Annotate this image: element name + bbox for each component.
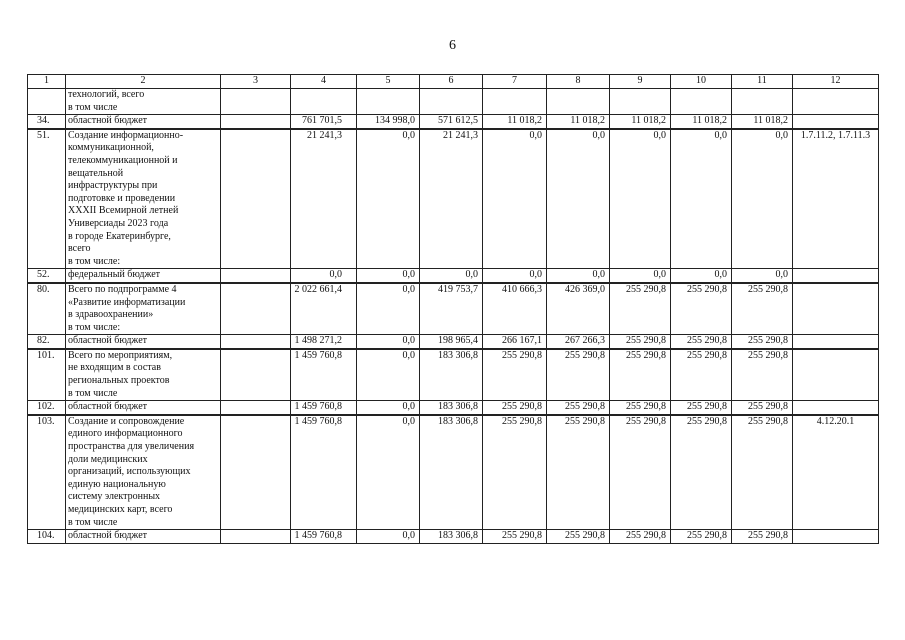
table-cell-col-12 [793, 89, 879, 115]
table-cell-col-2: областной бюджет [66, 530, 221, 544]
table-cell-col-5: 0,0 [357, 335, 420, 349]
table-cell-col-11: 11 018,2 [732, 115, 793, 129]
table-cell-col-9: 0,0 [610, 269, 671, 283]
table-cell-col-8: 0,0 [547, 269, 610, 283]
table-cell-col-4 [291, 89, 357, 115]
table-cell-col-5: 0,0 [357, 349, 420, 401]
table-cell-col-6: 198 965,4 [420, 335, 483, 349]
table-cell-col-3 [221, 89, 291, 115]
table-cell-col-11: 255 290,8 [732, 415, 793, 530]
table-cell-col-7: 255 290,8 [483, 530, 547, 544]
table-cell-col-5: 0,0 [357, 401, 420, 415]
table-cell-col-2: технологий, всего в том числе [66, 89, 221, 115]
table-cell-col-1: 102. [28, 401, 66, 415]
table-cell-col-8: 267 266,3 [547, 335, 610, 349]
table-cell-col-4: 2 022 661,4 [291, 283, 357, 335]
table-cell-col-6: 183 306,8 [420, 349, 483, 401]
table-cell-col-6: 183 306,8 [420, 415, 483, 530]
table-cell-col-11 [732, 89, 793, 115]
table-cell-col-2: областной бюджет [66, 335, 221, 349]
table-row [28, 89, 879, 115]
table-cell-col-1: 104. [28, 530, 66, 544]
table-cell-col-12 [793, 401, 879, 415]
table-cell-col-5 [357, 89, 420, 115]
table-cell-col-5: 0,0 [357, 530, 420, 544]
table-row [28, 415, 879, 530]
table-cell-col-2: областной бюджет [66, 115, 221, 129]
table-cell-col-10: 11 018,2 [671, 115, 732, 129]
table-cell-col-9: 255 290,8 [610, 530, 671, 544]
table-cell-col-12 [793, 283, 879, 335]
table-cell-col-7 [483, 89, 547, 115]
table-cell-col-7: 266 167,1 [483, 335, 547, 349]
table-cell-col-1: 52. [28, 269, 66, 283]
column-header: 8 [547, 75, 610, 89]
table-row [28, 530, 879, 544]
table-cell-col-6: 21 241,3 [420, 129, 483, 269]
table-row [28, 115, 879, 129]
table-cell-col-2: областной бюджет [66, 401, 221, 415]
table-cell-col-12: 1.7.11.2, 1.7.11.3 [793, 129, 879, 269]
table-cell-col-8: 426 369,0 [547, 283, 610, 335]
table-cell-col-7: 255 290,8 [483, 401, 547, 415]
table-cell-col-4: 761 701,5 [291, 115, 357, 129]
table-cell-col-4: 1 459 760,8 [291, 349, 357, 401]
table-cell-col-2: Всего по мероприятиям, не входящим в состав региональных проектов в том числе [66, 349, 221, 401]
column-header: 3 [221, 75, 291, 89]
table-cell-col-3 [221, 415, 291, 530]
table-cell-col-1: 103. [28, 415, 66, 530]
table-cell-col-4: 1 459 760,8 [291, 401, 357, 415]
table-cell-col-9 [610, 89, 671, 115]
table-header-row [28, 75, 879, 89]
column-header: 11 [732, 75, 793, 89]
table-cell-col-2: федеральный бюджет [66, 269, 221, 283]
table-cell-col-1: 80. [28, 283, 66, 335]
table-cell-col-8: 255 290,8 [547, 401, 610, 415]
table-cell-col-4: 1 459 760,8 [291, 415, 357, 530]
table-cell-col-6: 571 612,5 [420, 115, 483, 129]
table-cell-col-3 [221, 269, 291, 283]
table-cell-col-11: 255 290,8 [732, 530, 793, 544]
table-cell-col-7: 0,0 [483, 129, 547, 269]
table-cell-col-4: 0,0 [291, 269, 357, 283]
table-cell-col-9: 0,0 [610, 129, 671, 269]
table-cell-col-10: 255 290,8 [671, 401, 732, 415]
table-row [28, 269, 879, 283]
table-row [28, 349, 879, 401]
table-cell-col-4: 21 241,3 [291, 129, 357, 269]
column-header: 10 [671, 75, 732, 89]
table-cell-col-5: 0,0 [357, 283, 420, 335]
table-cell-col-6: 0,0 [420, 269, 483, 283]
column-header: 7 [483, 75, 547, 89]
table-cell-col-10: 255 290,8 [671, 530, 732, 544]
column-header: 9 [610, 75, 671, 89]
table-cell-col-1: 101. [28, 349, 66, 401]
table-cell-col-7: 255 290,8 [483, 349, 547, 401]
table-cell-col-9: 255 290,8 [610, 349, 671, 401]
table-row [28, 283, 879, 335]
table-cell-col-12 [793, 269, 879, 283]
table-cell-col-2: Создание и сопровождение единого информационного пространства для увеличения доли медицинских организаций, использующих единую национальную систему электронных медицинских карт, всего в том числе [66, 415, 221, 530]
table-cell-col-10: 0,0 [671, 269, 732, 283]
table-cell-col-3 [221, 283, 291, 335]
table-cell-col-5: 134 998,0 [357, 115, 420, 129]
table-cell-col-9: 255 290,8 [610, 401, 671, 415]
table-cell-col-8: 0,0 [547, 129, 610, 269]
table-cell-col-6: 419 753,7 [420, 283, 483, 335]
table-cell-col-4: 1 459 760,8 [291, 530, 357, 544]
table-cell-col-5: 0,0 [357, 269, 420, 283]
column-header: 2 [66, 75, 221, 89]
table-cell-col-2: Создание информационно- коммуникационной, телекоммуникационной и вещательной инфраструктуры при подготовке и проведении XXXII Всемирной летней Универсиады 2023 года в городе Екатеринбурге, всего в том числе: [66, 129, 221, 269]
table-cell-col-11: 255 290,8 [732, 401, 793, 415]
table-cell-col-10 [671, 89, 732, 115]
table-cell-col-4: 1 498 271,2 [291, 335, 357, 349]
table-cell-col-3 [221, 115, 291, 129]
column-header: 6 [420, 75, 483, 89]
table-cell-col-6: 183 306,8 [420, 401, 483, 415]
table-cell-col-9: 255 290,8 [610, 335, 671, 349]
table-cell-col-6 [420, 89, 483, 115]
table-cell-col-7: 410 666,3 [483, 283, 547, 335]
table-cell-col-1: 51. [28, 129, 66, 269]
table-cell-col-11: 255 290,8 [732, 283, 793, 335]
budget-table [27, 74, 879, 544]
table-cell-col-7: 11 018,2 [483, 115, 547, 129]
table-cell-col-2: Всего по подпрограмме 4 «Развитие информатизации в здравоохранении» в том числе: [66, 283, 221, 335]
table-cell-col-3 [221, 530, 291, 544]
column-header: 1 [28, 75, 66, 89]
table-cell-col-12: 4.12.20.1 [793, 415, 879, 530]
table-cell-col-8: 255 290,8 [547, 349, 610, 401]
table-row [28, 129, 879, 269]
table-cell-col-7: 255 290,8 [483, 415, 547, 530]
table-cell-col-12 [793, 530, 879, 544]
table-cell-col-6: 183 306,8 [420, 530, 483, 544]
table-cell-col-11: 0,0 [732, 129, 793, 269]
table-row [28, 335, 879, 349]
table-cell-col-3 [221, 401, 291, 415]
table-cell-col-8: 255 290,8 [547, 415, 610, 530]
table-cell-col-3 [221, 335, 291, 349]
table-cell-col-5: 0,0 [357, 129, 420, 269]
table-cell-col-11: 255 290,8 [732, 335, 793, 349]
table-cell-col-8: 11 018,2 [547, 115, 610, 129]
table-cell-col-8 [547, 89, 610, 115]
table-cell-col-3 [221, 129, 291, 269]
table-cell-col-9: 255 290,8 [610, 415, 671, 530]
table-cell-col-1: 34. [28, 115, 66, 129]
table-cell-col-11: 0,0 [732, 269, 793, 283]
table-cell-col-12 [793, 349, 879, 401]
table-cell-col-10: 255 290,8 [671, 349, 732, 401]
column-header: 12 [793, 75, 879, 89]
table-cell-col-10: 0,0 [671, 129, 732, 269]
table-cell-col-11: 255 290,8 [732, 349, 793, 401]
table-cell-col-10: 255 290,8 [671, 335, 732, 349]
table-cell-col-1 [28, 89, 66, 115]
table-cell-col-7: 0,0 [483, 269, 547, 283]
table-row [28, 401, 879, 415]
table-cell-col-8: 255 290,8 [547, 530, 610, 544]
table-cell-col-1: 82. [28, 335, 66, 349]
table-cell-col-5: 0,0 [357, 415, 420, 530]
table-cell-col-10: 255 290,8 [671, 283, 732, 335]
column-header: 4 [291, 75, 357, 89]
table-cell-col-9: 11 018,2 [610, 115, 671, 129]
table-cell-col-12 [793, 115, 879, 129]
table-cell-col-3 [221, 349, 291, 401]
table-cell-col-10: 255 290,8 [671, 415, 732, 530]
table-cell-col-9: 255 290,8 [610, 283, 671, 335]
table-cell-col-12 [793, 335, 879, 349]
page-number: 6 [449, 38, 456, 53]
column-header: 5 [357, 75, 420, 89]
